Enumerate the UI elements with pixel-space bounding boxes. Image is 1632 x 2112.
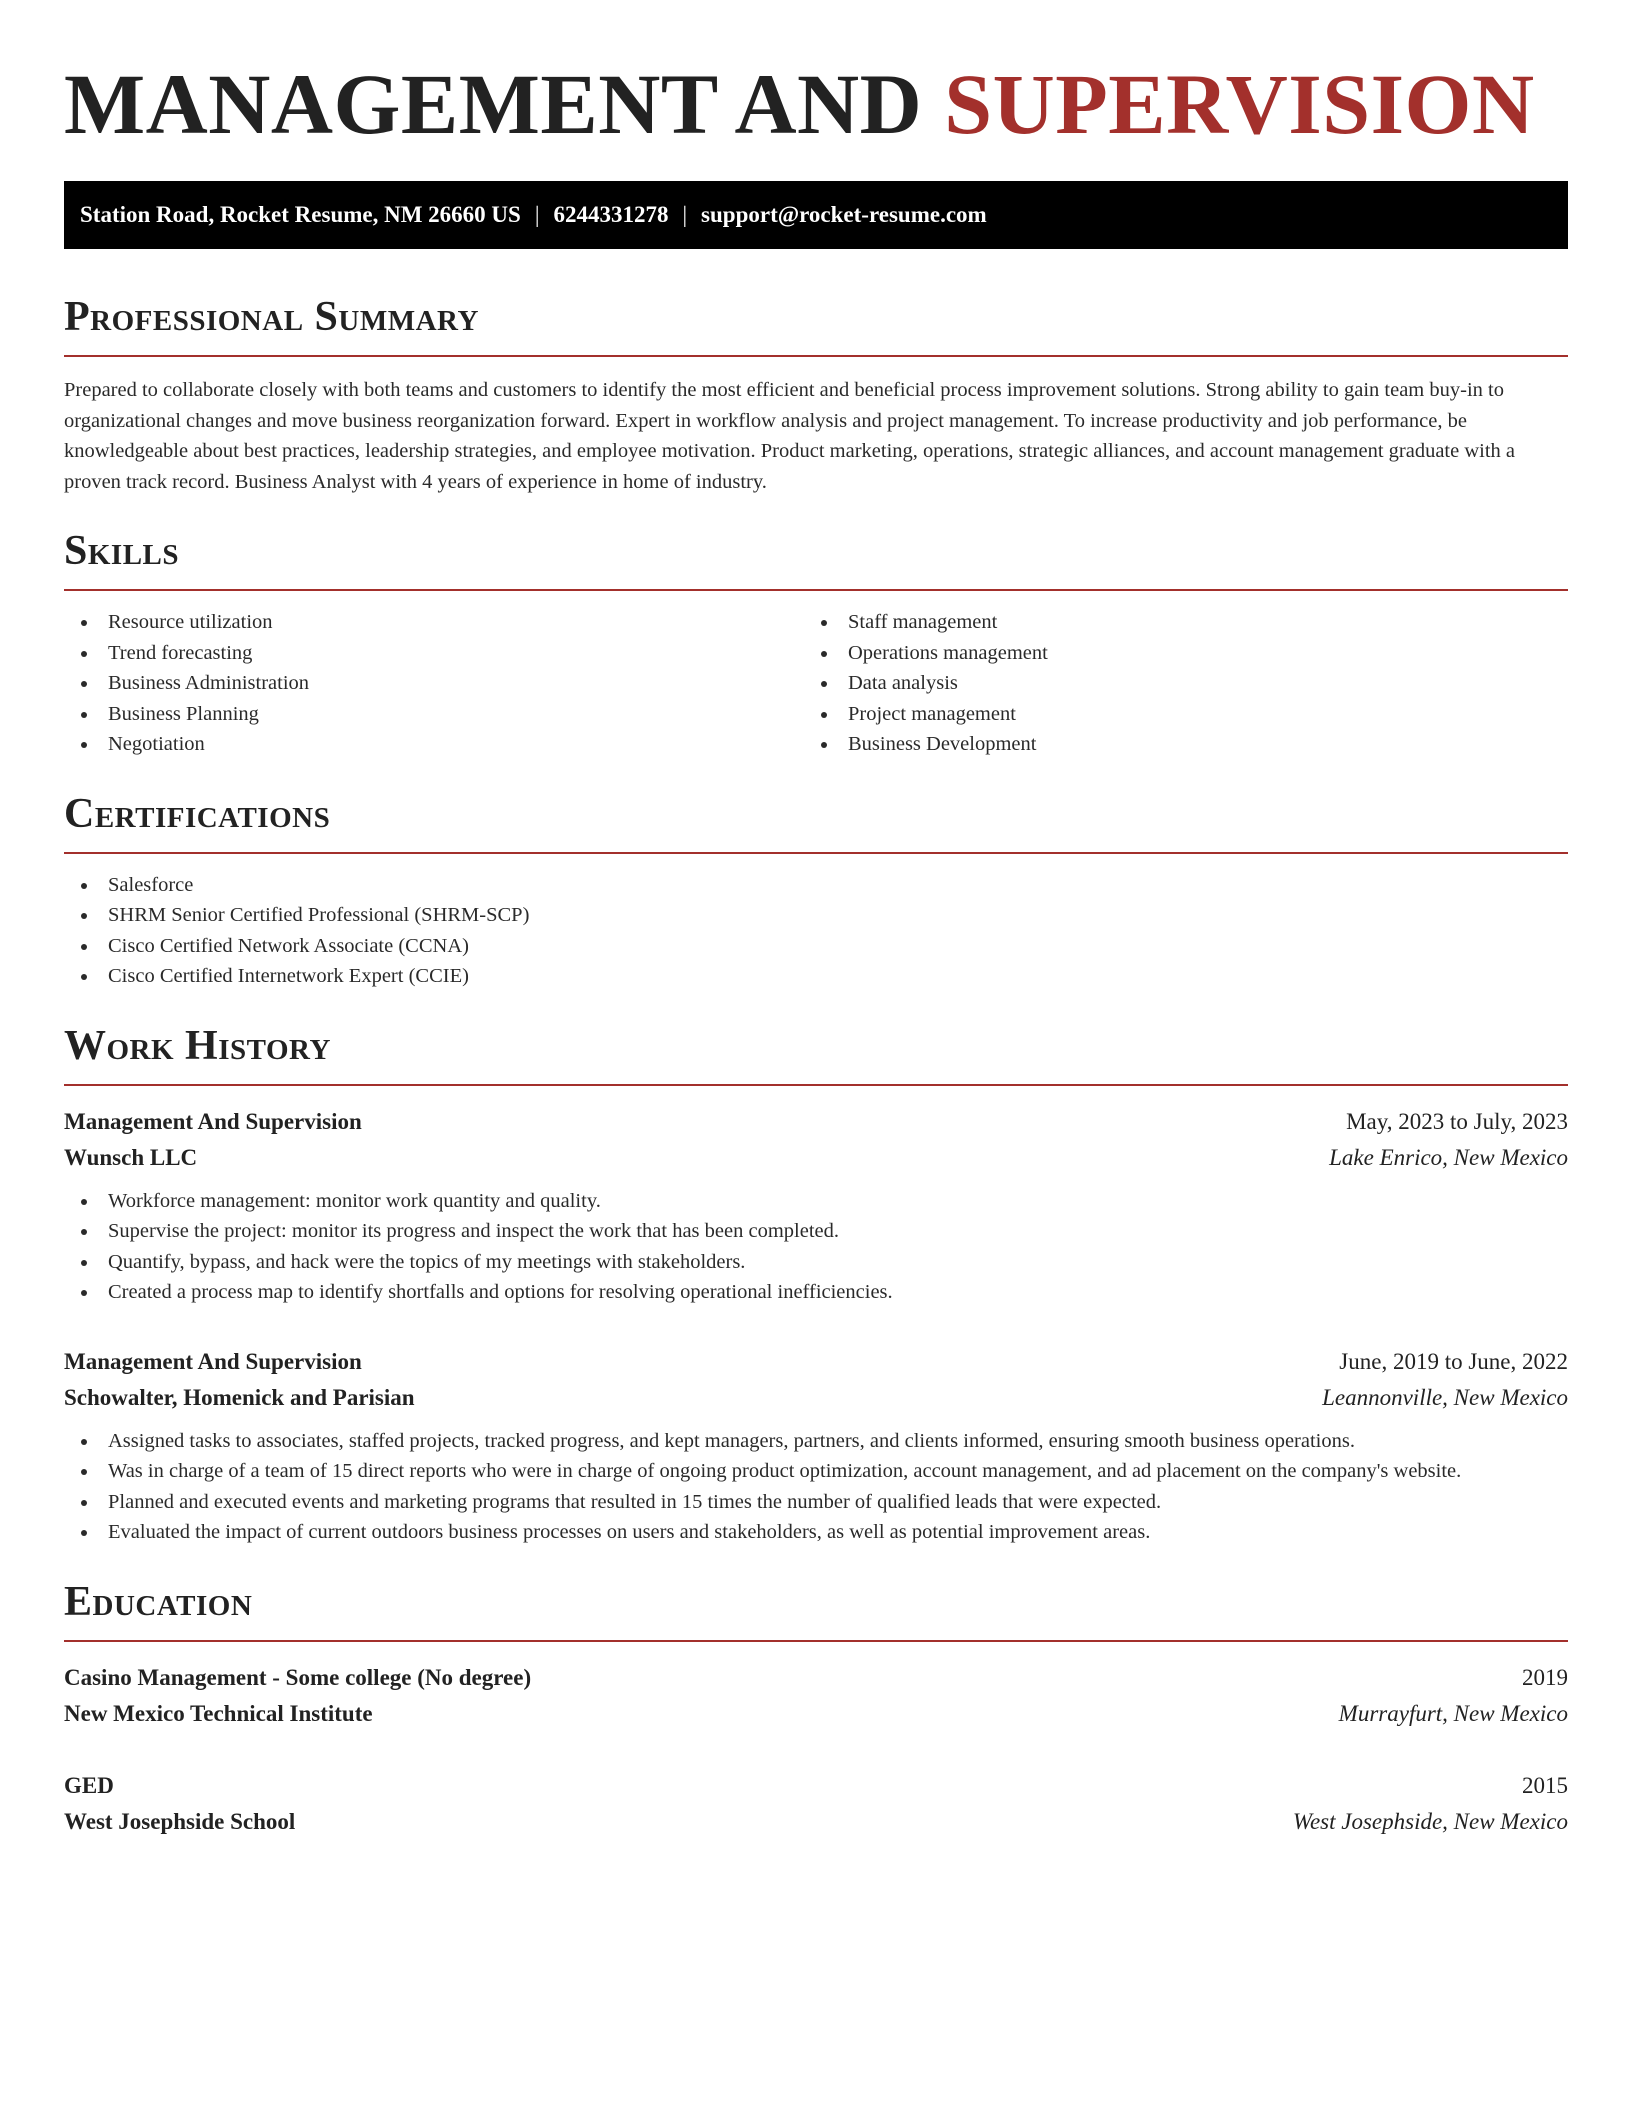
work-history-section bbox=[64, 1022, 1568, 1548]
job-company: Schowalter, Homenick and Parisian bbox=[64, 1384, 415, 1410]
job-duty: Supervise the project: monitor its progress and inspect the work that has been completed. bbox=[64, 1216, 1568, 1247]
job-entry bbox=[64, 1344, 1568, 1548]
skill-item: Staff management bbox=[804, 607, 1544, 638]
summary-heading: Professional Summary bbox=[64, 294, 479, 340]
job-location: Lake Enrico, New Mexico bbox=[1329, 1144, 1568, 1170]
skills-section bbox=[64, 527, 1568, 760]
skills-grid bbox=[64, 591, 1568, 760]
job-dates: June, 2019 to June, 2022 bbox=[1339, 1348, 1568, 1374]
name-first-part: MANAGEMENT AND bbox=[64, 56, 923, 152]
job-role: Management And Supervision bbox=[64, 1348, 362, 1374]
education-degree: Casino Management - Some college (No degree) bbox=[64, 1664, 532, 1690]
certifications-section bbox=[64, 790, 1568, 992]
resume-name bbox=[64, 0, 1568, 154]
skill-item: Operations management bbox=[804, 638, 1544, 669]
summary-text: Prepared to collaborate closely with both teams and customers to identify the most efficient and beneficial process improvement solutions. Strong ability to gain team buy-in to organizational changes and move business reorganization forward. Expert in workflow analysis and project management. To increase productivity and job performance, be knowledgeable about best practices, leadership strategies, and employee motivation. Product marketing, operations, strategic alliances, and account management graduate with a proven track record. Business Analyst with 4 years of experience in home of industry. bbox=[64, 379, 1516, 493]
skill-item: Business Administration bbox=[64, 668, 804, 699]
job-company: Wunsch LLC bbox=[64, 1144, 198, 1170]
contact-phone: 6244331278 bbox=[553, 202, 669, 227]
contact-separator: | bbox=[682, 202, 688, 227]
job-duties-list bbox=[64, 1426, 1568, 1548]
skills-list-right bbox=[804, 607, 1544, 760]
job-duty: Quantify, bypass, and hack were the topics of my meetings with stakeholders. bbox=[64, 1247, 1568, 1278]
contact-separator: | bbox=[534, 202, 540, 227]
education-school: New Mexico Technical Institute bbox=[64, 1700, 373, 1726]
certification-item: Cisco Certified Internetwork Expert (CCIE) bbox=[64, 961, 1568, 992]
skills-heading: Skills bbox=[64, 528, 180, 574]
name-accent-part: SUPERVISION bbox=[944, 56, 1535, 152]
section-divider bbox=[64, 355, 1568, 357]
education-degree: GED bbox=[64, 1772, 114, 1798]
job-duty: Evaluated the impact of current outdoors business processes on users and stakeholders, as well as potential improvement areas. bbox=[64, 1517, 1568, 1548]
skill-item: Project management bbox=[804, 699, 1544, 730]
summary-section bbox=[64, 293, 1568, 497]
education-entry bbox=[64, 1768, 1568, 1840]
contact-bar bbox=[64, 181, 1568, 249]
skill-item: Trend forecasting bbox=[64, 638, 804, 669]
skill-item: Business Development bbox=[804, 729, 1544, 760]
skill-item: Negotiation bbox=[64, 729, 804, 760]
section-divider bbox=[64, 852, 1568, 854]
job-duty: Assigned tasks to associates, staffed projects, tracked progress, and kept managers, partners, and clients informed, ensuring smooth business operations. bbox=[64, 1426, 1568, 1457]
certifications-list bbox=[64, 870, 1568, 992]
education-entry bbox=[64, 1660, 1568, 1732]
job-duty: Created a process map to identify shortfalls and options for resolving operational inefficiencies. bbox=[64, 1277, 1568, 1308]
job-duty: Planned and executed events and marketing programs that resulted in 15 times the number of qualified leads that were expected. bbox=[64, 1487, 1568, 1518]
job-duty: Was in charge of a team of 15 direct reports who were in charge of ongoing product optimization, account management, and ad placement on the company's website. bbox=[64, 1456, 1568, 1487]
certifications-heading: Certifications bbox=[64, 790, 331, 837]
section-divider bbox=[64, 1084, 1568, 1086]
education-location: Murrayfurt, New Mexico bbox=[1338, 1700, 1568, 1726]
certification-item: Salesforce bbox=[64, 870, 1568, 901]
education-section bbox=[64, 1578, 1568, 1840]
skill-item: Resource utilization bbox=[64, 607, 804, 638]
job-duties-list bbox=[64, 1186, 1568, 1308]
education-location: West Josephside, New Mexico bbox=[1292, 1808, 1568, 1834]
job-duty: Workforce management: monitor work quantity and quality. bbox=[64, 1186, 1568, 1217]
skill-item: Data analysis bbox=[804, 668, 1544, 699]
work-history-heading: Work History bbox=[64, 1022, 331, 1069]
skills-list-left bbox=[64, 607, 804, 760]
job-role: Management And Supervision bbox=[64, 1108, 362, 1134]
skill-item: Business Planning bbox=[64, 699, 804, 730]
education-heading: Education bbox=[64, 1578, 253, 1625]
certification-item: SHRM Senior Certified Professional (SHRM-SCP) bbox=[64, 900, 1568, 931]
contact-email: support@rocket-resume.com bbox=[701, 202, 987, 227]
job-entry bbox=[64, 1104, 1568, 1308]
job-location: Leannonville, New Mexico bbox=[1322, 1384, 1568, 1410]
education-year: 2015 bbox=[1522, 1772, 1568, 1798]
job-dates: May, 2023 to July, 2023 bbox=[1346, 1108, 1568, 1134]
section-divider bbox=[64, 1640, 1568, 1642]
education-school: West Josephside School bbox=[64, 1808, 296, 1834]
education-year: 2019 bbox=[1522, 1664, 1568, 1690]
certification-item: Cisco Certified Network Associate (CCNA) bbox=[64, 931, 1568, 962]
contact-address: Station Road, Rocket Resume, NM 26660 US bbox=[80, 202, 521, 227]
